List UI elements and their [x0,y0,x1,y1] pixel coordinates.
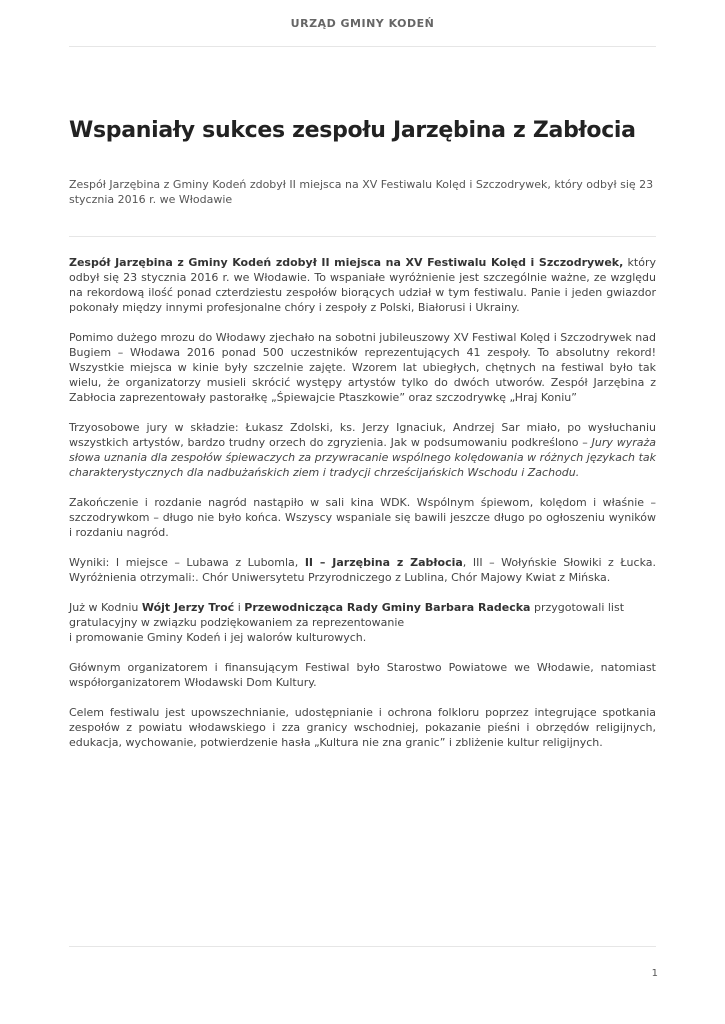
paragraph-6-text-b: i [234,601,245,614]
paragraph-4: Zakończenie i rozdanie nagród nastąpiło w sali kina WDK. Wspólnym śpiewom, kolędom i właśnie – szczodrywkom – długo nie było końca. Wszyscy wspaniale się bawili jeszcze długo po ogłoszeniu wyników i rozdaniu nagród. [69,496,656,539]
paragraph-6-text-c: przygotowali list gratulacyjny w związku podziękowaniem za reprezentowanie [69,601,625,629]
site-header: URZĄD GMINY KODEŃ [290,17,435,30]
article-lead: Zespół Jarzębina z Gminy Kodeń zdobył II miejsca na XV Festiwalu Kolęd i Szczodrywek, który odbył się 23 stycznia 2016 r. we Włodawie [69,178,654,206]
paragraph-1-text: który odbył się 23 stycznia 2016 r. we Włodawie. To wspaniałe wyróżnienie jest szczególnie ważne, ze względu na rekordową ilość ponad czterdziestu zespołów biorących udział w tym festiwalu. Panie i jeden gwiazdor pokonały między innymi profesjonalne chóry i zespoły z Polski, Białorusi i Ukrainy. [69,256,656,314]
lead-divider [69,236,656,237]
council-chair-name: Przewodnicząca Rady Gminy Barbara Radecka [244,601,531,614]
paragraph-1-bold: Zespół Jarzębina z Gminy Kodeń zdobył II miejsca na XV Festiwalu Kolęd i Szczodrywek, [69,256,624,269]
paragraph-2: Pomimo dużego mrozu do Włodawy zjechało na sobotni jubileuszowy XV Festiwal Kolęd i Szczodrywek nad Bugiem – Włodawa 2016 ponad 500 uczestników reprezentujących 41 zespoły. To absolutny rekord! Wszystkie miejsca w kinie były szczelnie zajęte. Wzorem lat ubiegłych, chętnych na festiwal było tak wielu, że organizatorzy musieli skrócić występy artystów tylko do dwóch utworów. Zespół Jarzębina z Zabłocia zaprezentowały pastorałkę „Śpiewajcie Ptaszkowie” oraz szczodrywkę „Hraj Koniu” [69,331,656,404]
article-title: Wspaniały sukces zespołu Jarzębina z Zabłocia [69,118,636,143]
results-paragraph [69,555,656,585]
second-place: II – Jarzębina z Zabłocia [304,556,463,569]
jury-quote: Jury wyraża słowa uznania dla zespołów śpiewaczych za przywracanie wspólnego kolędowania w różnych językach tak charakterystycznych dla nadbużańskich ziem i tradycji chrześcijańskich Wschodu i Zachodu. [69,436,656,479]
results-text-b: , III – Wołyńskie Słowiki z Łucka. Wyróżnienia otrzymali:. Chór Uniwersytetu Przyrodniczego z Lublina, Chór Majowy Kwiat z Mińska. [69,556,656,584]
article-body [69,255,656,765]
paragraph-6 [69,600,656,645]
header-divider [69,46,656,47]
mayor-name: Wójt Jerzy Troć [141,601,235,614]
paragraph-6-text-d: i promowanie Gminy Kodeń i jej walorów kulturowych. [69,631,367,644]
paragraph-6-text-a: Już w Kodniu [69,601,142,614]
results-text-a: Wyniki: I miejsce – Lubawa z Lubomla, [69,556,305,569]
page-number: 1 [651,968,658,979]
footer-divider [69,946,656,947]
paragraph-3-text: Trzyosobowe jury w składzie: Łukasz Zdolski, ks. Jerzy Ignaciuk, Andrzej Sar miało, po wysłuchaniu wszystkich artystów, bardzo trudny orzech do zgryzienia. Jak w podsumowaniu podkreślono – [69,421,656,449]
paragraph-7: Głównym organizatorem i finansującym Festiwal było Starostwo Powiatowe we Włodawie, natomiast współorganizatorem Włodawski Dom Kultury. [69,661,656,689]
paragraph-1 [69,255,656,315]
paragraph-8: Celem festiwalu jest upowszechnianie, udostępnianie i ochrona folkloru poprzez integrujące spotkania zespołów z powiatu włodawskiego i zza granicy wschodniej, pokazanie pieśni i obrzędów religijnych, edukacja, wychowanie, potwierdzenie hasła „Kultura nie zna granic” i zbliżenie kultur religijnych. [69,706,656,749]
paragraph-3 [69,420,656,480]
